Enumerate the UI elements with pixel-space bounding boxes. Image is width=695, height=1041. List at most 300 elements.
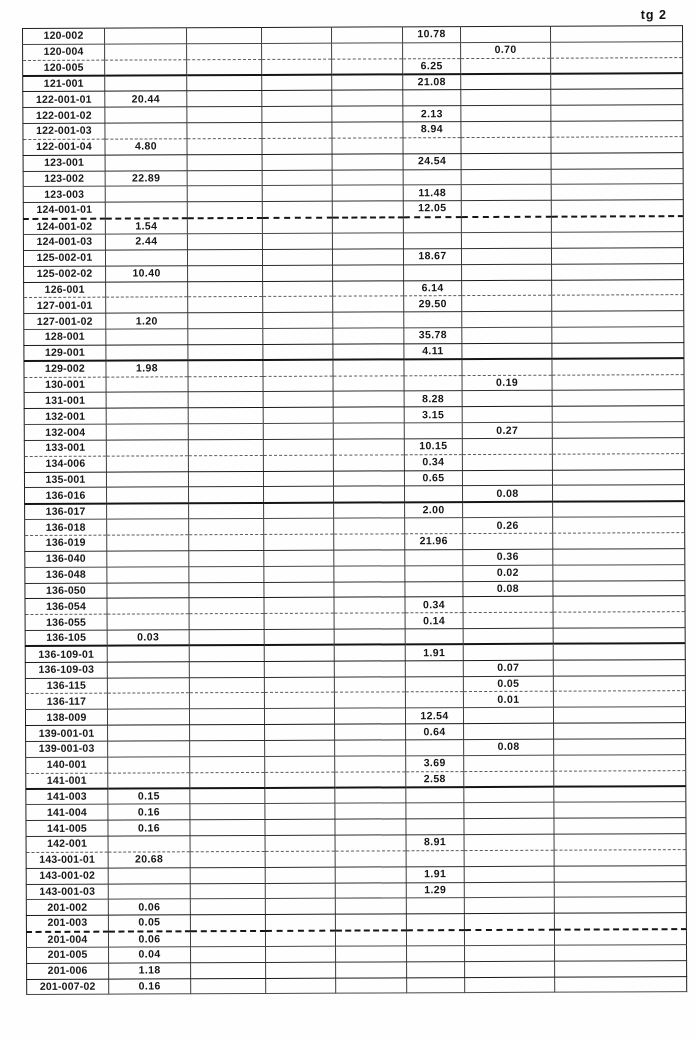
cell-value-2: 18.67 (403, 248, 461, 264)
cell-empty (332, 90, 403, 106)
cell-id: 136-115 (25, 678, 107, 694)
cell-empty (264, 534, 334, 550)
cell-id: 142-001 (26, 836, 108, 852)
cell-empty (265, 930, 335, 946)
cell-value-1 (108, 836, 190, 852)
cell-empty (264, 502, 334, 518)
cell-value-3 (462, 280, 552, 296)
cell-value-1 (107, 582, 189, 598)
cell-empty (265, 899, 335, 915)
cell-empty (262, 75, 332, 91)
cell-value-3 (464, 755, 554, 771)
cell-value-2 (406, 914, 464, 930)
cell-value-1: 0.06 (108, 899, 190, 915)
cell-value-3 (462, 343, 552, 359)
cell-value-2 (406, 787, 464, 803)
cell-value-1 (106, 281, 188, 297)
cell-empty (554, 849, 686, 865)
cell-value-1 (108, 867, 190, 883)
cell-value-2: 6.14 (404, 280, 462, 296)
cell-empty (551, 137, 683, 153)
cell-id: 133-001 (24, 440, 106, 456)
cell-empty (551, 184, 683, 200)
cell-empty (265, 914, 335, 930)
cell-empty (188, 408, 263, 424)
cell-empty (264, 677, 334, 693)
cell-id: 143-001-02 (26, 868, 108, 884)
cell-value-3 (461, 232, 551, 248)
cell-id: 143-001-03 (26, 884, 108, 900)
cell-empty (189, 645, 264, 661)
cell-value-1 (106, 424, 188, 440)
cell-value-1: 0.16 (108, 820, 190, 836)
cell-value-1 (106, 471, 188, 487)
cell-value-1: 20.44 (105, 91, 187, 107)
cell-value-3 (461, 169, 551, 185)
cell-empty (263, 296, 333, 312)
cell-value-3 (464, 723, 554, 739)
cell-empty (190, 740, 265, 756)
cell-value-2 (406, 740, 464, 756)
cell-value-1 (107, 566, 189, 582)
cell-empty (334, 676, 405, 692)
cell-empty (187, 107, 262, 123)
cell-id: 123-003 (23, 187, 105, 203)
cell-id: 122-001-03 (23, 123, 105, 139)
cell-empty (553, 533, 685, 549)
cell-empty (335, 740, 406, 756)
cell-value-2 (403, 90, 461, 106)
cell-value-1 (107, 535, 189, 551)
cell-value-1 (105, 28, 187, 44)
cell-empty (187, 202, 262, 218)
cell-value-2: 21.96 (405, 534, 463, 550)
cell-empty (189, 582, 264, 598)
cell-value-3 (464, 929, 554, 945)
cell-empty (551, 73, 683, 89)
cell-empty (554, 881, 686, 897)
cell-empty (187, 233, 262, 249)
cell-empty (554, 818, 686, 834)
cell-empty (332, 217, 403, 233)
cell-value-1 (107, 551, 189, 567)
cell-empty (263, 281, 333, 297)
cell-empty (189, 709, 264, 725)
cell-value-1: 0.15 (108, 788, 190, 804)
cell-empty (262, 170, 332, 186)
cell-value-3 (461, 105, 551, 121)
cell-empty (336, 946, 407, 962)
cell-id: 139-001-03 (26, 741, 108, 757)
cell-value-1 (106, 456, 188, 472)
cell-value-3 (463, 628, 553, 644)
cell-id: 139-001-01 (26, 725, 108, 741)
cell-id: 122-001-01 (23, 92, 105, 108)
cell-id: 136-040 (25, 551, 107, 567)
cell-empty (189, 598, 264, 614)
cell-value-2 (403, 169, 461, 185)
cell-empty (263, 407, 333, 423)
cell-empty (262, 59, 332, 75)
cell-empty (263, 439, 333, 455)
cell-empty (332, 233, 403, 249)
cell-value-2 (405, 486, 463, 502)
cell-empty (553, 596, 685, 612)
cell-empty (335, 724, 406, 740)
cell-value-3 (462, 454, 552, 470)
cell-empty (262, 217, 332, 233)
cell-empty (553, 612, 685, 628)
cell-empty (190, 915, 265, 931)
cell-empty (188, 313, 263, 329)
cell-value-2 (405, 629, 463, 645)
cell-value-3 (463, 533, 553, 549)
cell-empty (552, 279, 684, 295)
cell-id: 140-001 (26, 757, 108, 773)
cell-value-3 (461, 90, 551, 106)
cell-value-3 (464, 898, 554, 914)
cell-value-2 (405, 660, 463, 676)
cell-empty (261, 27, 331, 43)
cell-empty (553, 644, 685, 660)
cell-value-3 (465, 977, 555, 993)
cell-id: 136-055 (25, 614, 107, 630)
cell-id: 127-001-02 (24, 313, 106, 329)
cell-id: 120-005 (23, 60, 105, 76)
cell-id: 143-001-01 (26, 852, 108, 868)
cell-empty (187, 170, 262, 186)
cell-value-2: 35.78 (404, 328, 462, 344)
table-row (27, 976, 687, 995)
cell-value-3 (462, 470, 552, 486)
cell-id: 136-109-03 (25, 662, 107, 678)
cell-empty (190, 756, 265, 772)
cell-value-1 (106, 408, 188, 424)
cell-value-3: 0.08 (463, 581, 553, 597)
cell-empty (264, 518, 334, 534)
cell-value-1 (105, 123, 187, 139)
cell-empty (335, 851, 406, 867)
cell-empty (334, 486, 405, 502)
cell-empty (264, 645, 334, 661)
cell-empty (188, 265, 263, 281)
cell-empty (264, 613, 334, 629)
cell-value-2 (403, 137, 461, 153)
cell-value-2: 3.69 (406, 755, 464, 771)
cell-empty (265, 867, 335, 883)
cell-value-3 (464, 771, 554, 787)
cell-value-1 (105, 59, 187, 75)
cell-value-2 (404, 359, 462, 375)
cell-empty (189, 487, 264, 503)
cell-empty (335, 930, 406, 946)
cell-empty (264, 550, 334, 566)
cell-value-3: 0.07 (463, 660, 553, 676)
cell-id: 123-001 (23, 155, 105, 171)
cell-empty (333, 391, 404, 407)
cell-empty (190, 883, 265, 899)
cell-empty (266, 946, 336, 962)
cell-value-2: 2.58 (406, 771, 464, 787)
cell-id: 124-001-02 (23, 218, 105, 234)
cell-empty (335, 867, 406, 883)
cell-id: 120-002 (23, 28, 105, 44)
cell-empty (552, 406, 684, 422)
cell-empty (553, 675, 685, 691)
cell-value-1 (107, 709, 189, 725)
cell-value-2: 0.34 (404, 454, 462, 470)
cell-empty (264, 566, 334, 582)
cell-value-2 (406, 819, 464, 835)
cell-empty (552, 438, 684, 454)
cell-value-1 (105, 155, 187, 171)
cell-value-1 (107, 487, 189, 503)
cell-id: 122-001-02 (23, 107, 105, 123)
cell-empty (553, 501, 685, 517)
cell-empty (553, 564, 685, 580)
cell-empty (553, 628, 685, 644)
cell-empty (333, 312, 404, 328)
cell-empty (333, 296, 404, 312)
cell-value-1 (107, 503, 189, 519)
cell-id: 136-016 (25, 488, 107, 504)
cell-empty (187, 27, 262, 43)
cell-value-2 (406, 850, 464, 866)
cell-value-3 (464, 818, 554, 834)
cell-empty (189, 661, 264, 677)
cell-value-3 (463, 612, 553, 628)
cell-value-1: 1.18 (109, 963, 191, 979)
cell-empty (333, 360, 404, 376)
cell-value-3: 0.01 (463, 692, 553, 708)
cell-empty (332, 122, 403, 138)
cell-empty (554, 802, 686, 818)
cell-id: 201-006 (27, 963, 109, 979)
cell-empty (189, 630, 264, 646)
cell-empty (335, 835, 406, 851)
cell-empty (331, 27, 402, 43)
cell-empty (190, 931, 265, 947)
cell-value-1: 22.89 (105, 170, 187, 186)
cell-empty (264, 708, 334, 724)
cell-value-3: 0.05 (463, 676, 553, 692)
cell-value-1 (107, 519, 189, 535)
cell-empty (554, 897, 686, 913)
cell-empty (265, 883, 335, 899)
cell-empty (554, 834, 686, 850)
cell-empty (191, 946, 266, 962)
cell-empty (333, 423, 404, 439)
cell-empty (551, 105, 683, 121)
cell-empty (188, 455, 263, 471)
cell-id: 120-004 (23, 44, 105, 60)
cell-value-2 (407, 946, 465, 962)
cell-value-1: 4.80 (105, 139, 187, 155)
cell-value-1 (106, 392, 188, 408)
cell-empty (262, 233, 332, 249)
cell-empty (188, 328, 263, 344)
cell-empty (335, 819, 406, 835)
cell-empty (551, 152, 683, 168)
cell-empty (265, 851, 335, 867)
cell-empty (190, 804, 265, 820)
cell-value-2 (406, 898, 464, 914)
cell-value-1 (108, 772, 190, 788)
cell-empty (190, 725, 265, 741)
cell-empty (335, 771, 406, 787)
cell-empty (263, 265, 333, 281)
cell-value-2: 12.54 (405, 708, 463, 724)
cell-empty (333, 470, 404, 486)
cell-value-2 (407, 961, 465, 977)
cell-empty (187, 154, 262, 170)
cell-empty (552, 422, 684, 438)
cell-empty (334, 581, 405, 597)
cell-value-3: 0.36 (463, 549, 553, 565)
cell-id: 141-003 (26, 789, 108, 805)
cell-empty (552, 311, 684, 327)
cell-value-1 (106, 297, 188, 313)
cell-value-2: 0.64 (406, 724, 464, 740)
cell-empty (332, 106, 403, 122)
cell-empty (551, 168, 683, 184)
cell-empty (262, 249, 332, 265)
cell-empty (332, 185, 403, 201)
cell-empty (264, 693, 334, 709)
cell-value-2 (404, 375, 462, 391)
page-number-label: tg 2 (640, 8, 667, 22)
cell-value-1 (108, 725, 190, 741)
cell-value-1: 10.40 (106, 265, 188, 281)
cell-id: 128-001 (24, 329, 106, 345)
cell-empty (264, 582, 334, 598)
cell-empty (262, 106, 332, 122)
cell-id: 121-001 (23, 76, 105, 92)
cell-id: 134-006 (24, 456, 106, 472)
cell-empty (263, 471, 333, 487)
cell-empty (551, 121, 683, 137)
cell-empty (334, 518, 405, 534)
cell-value-1 (107, 598, 189, 614)
cell-id: 129-001 (24, 345, 106, 361)
cell-value-1 (105, 250, 187, 266)
cell-value-3 (462, 296, 552, 312)
cell-value-2 (405, 518, 463, 534)
cell-value-1 (105, 75, 187, 91)
cell-empty (552, 374, 684, 390)
cell-empty (188, 392, 263, 408)
cell-empty (263, 328, 333, 344)
cell-empty (332, 169, 403, 185)
cell-empty (551, 247, 683, 263)
cell-empty (187, 75, 262, 91)
cell-value-3: 0.08 (464, 739, 554, 755)
cell-value-2: 10.78 (402, 27, 460, 43)
cell-empty (263, 360, 333, 376)
cell-empty (555, 976, 687, 992)
cell-empty (265, 803, 335, 819)
cell-value-2 (404, 312, 462, 328)
cell-value-3: 0.70 (461, 42, 551, 58)
cell-empty (552, 327, 684, 343)
cell-empty (264, 598, 334, 614)
cell-empty (333, 328, 404, 344)
cell-value-2: 21.08 (403, 74, 461, 90)
cell-empty (334, 661, 405, 677)
cell-empty (190, 867, 265, 883)
cell-empty (189, 519, 264, 535)
cell-id: 136-109-01 (25, 646, 107, 662)
cell-value-3 (462, 391, 552, 407)
cell-value-2: 29.50 (404, 296, 462, 312)
cell-empty (264, 629, 334, 645)
cell-value-3 (462, 406, 552, 422)
cell-empty (553, 580, 685, 596)
cell-empty (553, 548, 685, 564)
cell-id: 136-105 (25, 630, 107, 646)
cell-empty (332, 138, 403, 154)
cell-empty (263, 392, 333, 408)
cell-value-1 (106, 329, 188, 345)
cell-value-3: 0.02 (463, 565, 553, 581)
cell-value-2: 10.15 (404, 439, 462, 455)
cell-empty (265, 835, 335, 851)
cell-value-1: 0.16 (109, 978, 191, 994)
cell-empty (188, 297, 263, 313)
cell-empty (188, 344, 263, 360)
cell-empty (332, 201, 403, 217)
cell-value-3 (462, 264, 552, 280)
cell-empty (190, 772, 265, 788)
cell-value-2: 6.25 (403, 58, 461, 74)
cell-empty (190, 788, 265, 804)
cell-empty (190, 820, 265, 836)
cell-empty (189, 677, 264, 693)
cell-id: 201-003 (26, 915, 108, 931)
cell-empty (188, 471, 263, 487)
cell-value-1: 1.54 (105, 218, 187, 234)
cell-value-2: 1.91 (406, 866, 464, 882)
cell-empty (551, 89, 683, 105)
cell-empty (189, 566, 264, 582)
cell-id: 127-001-01 (24, 297, 106, 313)
cell-empty (187, 138, 262, 154)
cell-empty (265, 724, 335, 740)
cell-id: 131-001 (24, 393, 106, 409)
cell-empty (187, 59, 262, 75)
cell-value-2 (406, 803, 464, 819)
cell-value-3: 0.19 (462, 375, 552, 391)
cell-empty (263, 423, 333, 439)
cell-id: 136-117 (25, 694, 107, 710)
cell-empty (336, 962, 407, 978)
cell-id: 125-002-02 (24, 266, 106, 282)
cell-value-1 (107, 646, 189, 662)
cell-empty (335, 898, 406, 914)
cell-value-3 (461, 248, 551, 264)
cell-id: 201-002 (26, 900, 108, 916)
cell-value-1 (105, 202, 187, 218)
cell-value-3 (464, 850, 554, 866)
cell-value-2: 24.54 (403, 153, 461, 169)
cell-value-3 (463, 597, 553, 613)
cell-value-2 (407, 977, 465, 993)
cell-value-1: 20.68 (108, 852, 190, 868)
cell-value-1: 0.04 (109, 947, 191, 963)
cell-empty (332, 249, 403, 265)
cell-empty (188, 360, 263, 376)
cell-value-3 (463, 502, 553, 518)
